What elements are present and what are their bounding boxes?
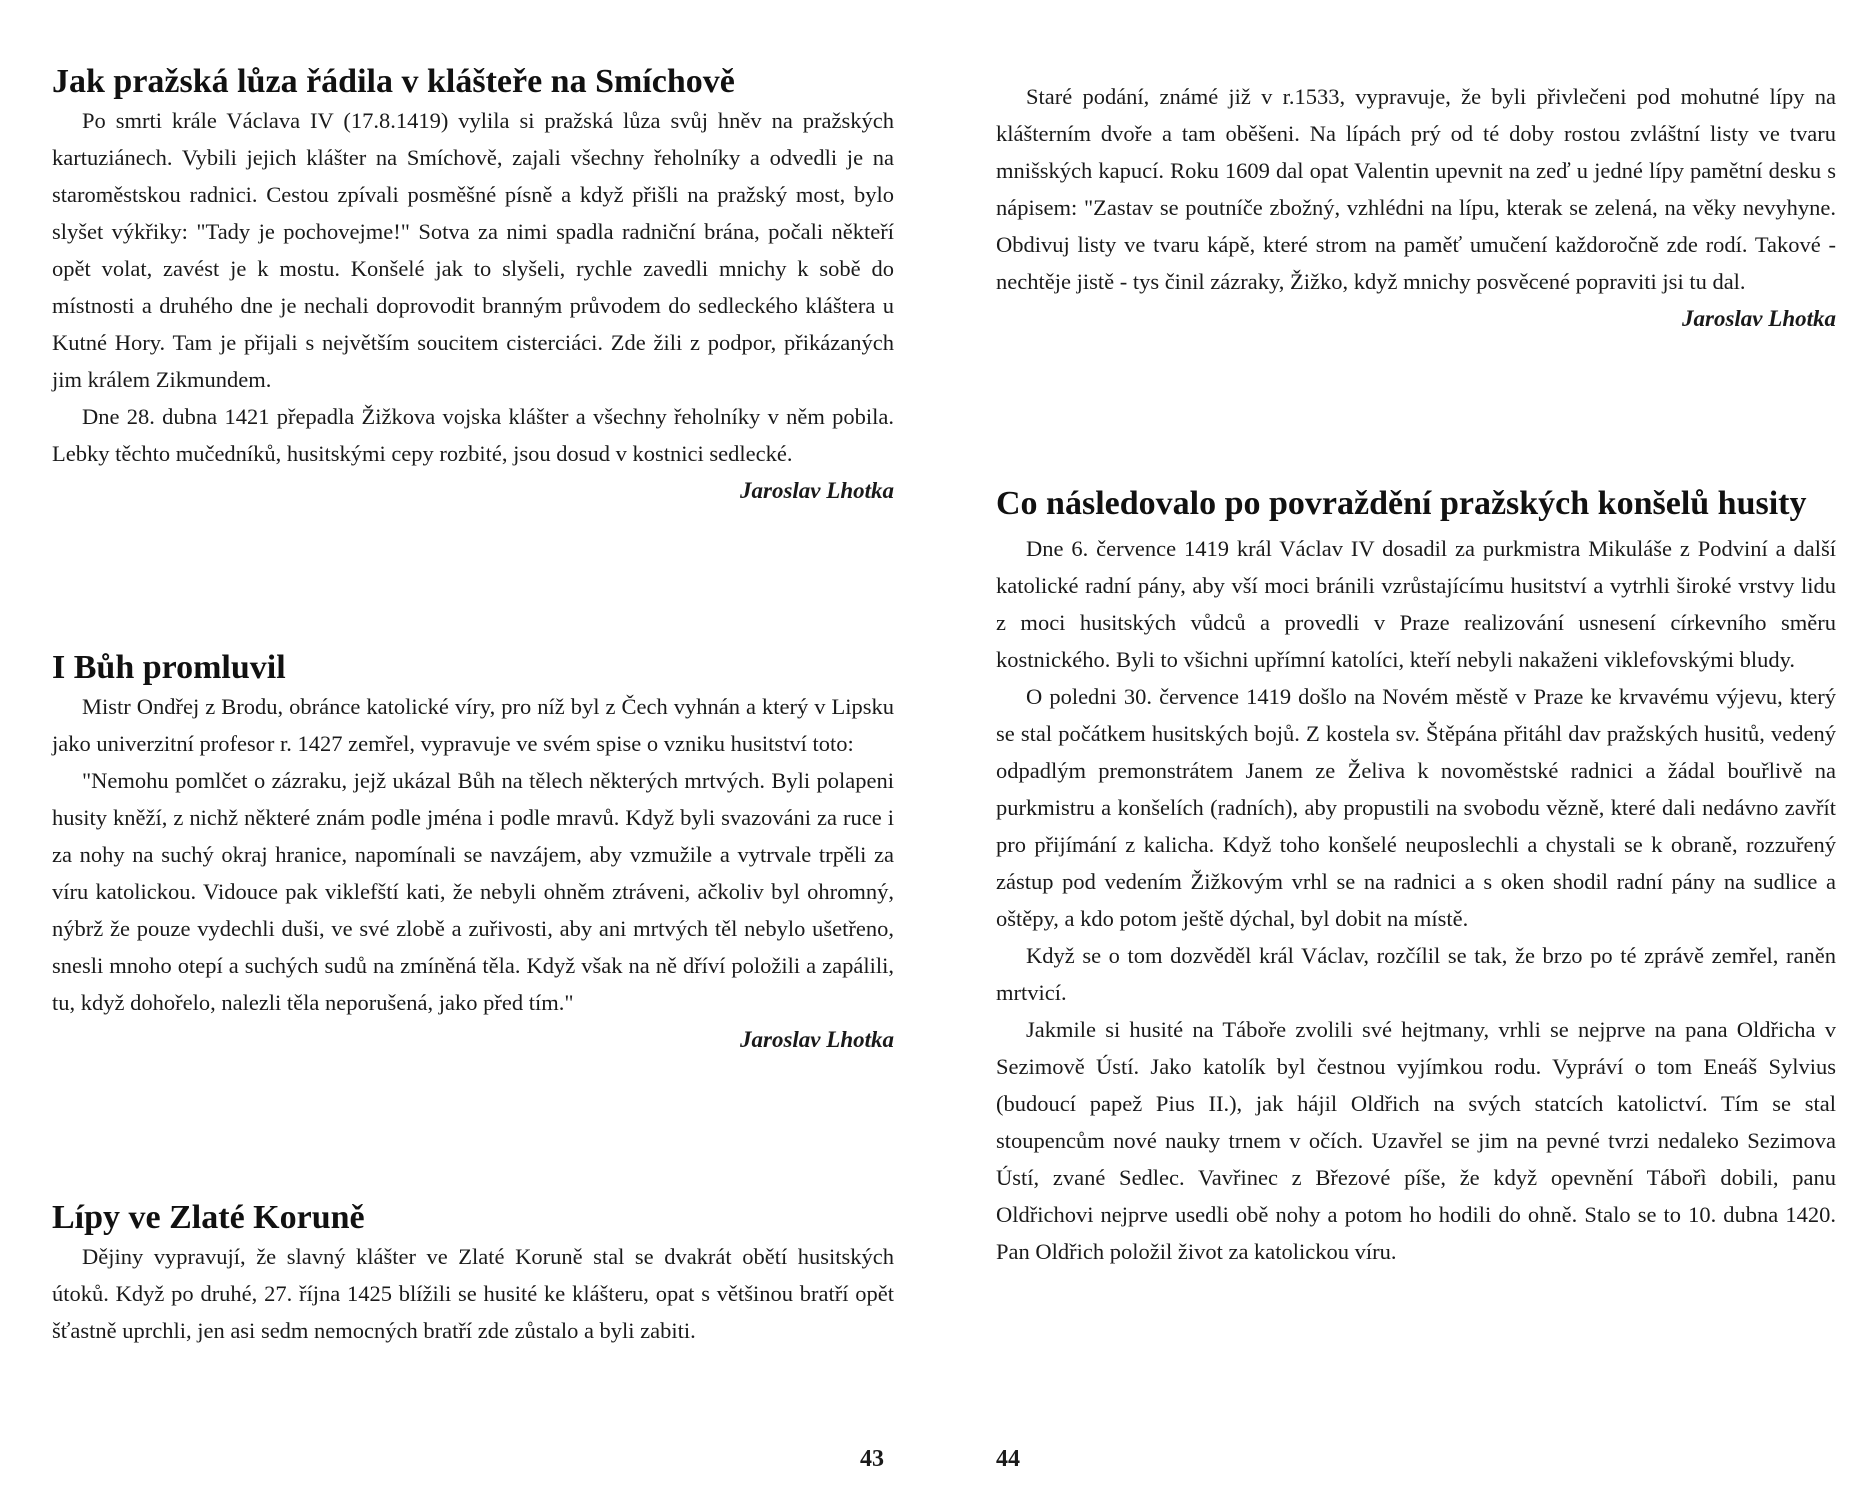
author-signature: Jaroslav Lhotka: [1682, 306, 1836, 331]
article-paragraph: Dne 28. dubna 1421 přepadla Žižkova vojska klášter a všechny řeholníky v něm pobila. Lebky těchto mučedníků, husitskými cepy rozbité, jsou dosud v kostnici sedlecké.: [52, 404, 894, 466]
article-smichov: [52, 62, 894, 509]
right-page: [933, 0, 1836, 1500]
article-paragraph: O poledni 30. července 1419 došlo na Novém městě v Praze ke krvavému výjevu, který se stal počátkem husitských bojů. Z kostela sv. Štěpána přitáhl dav pražských husitů, vedený odpadlým premonstrátem Janem ze Želiva k novoměstské radnici a žádal bouřlivě na purkmistru a konšelích (radních), aby propustili na svobodu vězně, které dali nedávno zavřít pro přijímání z kalicha. Když toho konšelé neuposlechli a chystali se k obraně, rozzuřený zástup pod vedením Žižkovým vrhl se na radnici a s oken shodil radní pány na sudlice a oštěpy, a kdo potom ještě dýchal, byl dobit na místě.: [996, 684, 1836, 931]
article-paragraph: Mistr Ondřej z Brodu, obránce katolické víry, pro níž byl z Čech vyhnán a který v Lipsku jako univerzitní profesor r. 1427 zemřel, vypravuje ve svém spise o vzniku husitství toto:: [52, 694, 894, 756]
author-signature: Jaroslav Lhotka: [740, 1027, 894, 1052]
article-title: Jak pražská lůza řádila v klášteře na Smíchově: [52, 63, 735, 100]
page-number: 43: [860, 1446, 884, 1472]
article-paragraph: Dějiny vypravují, že slavný klášter ve Zlaté Koruně stal se dvakrát obětí husitských útoků. Když po druhé, 27. října 1425 blížili se husité ke klášteru, opat s většinou bratří opět šťastně uprchli, jen asi sedm nemocných bratří zde zůstalo a byli zabiti.: [52, 1244, 894, 1343]
article-title: Lípy ve Zlaté Koruně: [52, 1199, 365, 1236]
author-signature: Jaroslav Lhotka: [740, 478, 894, 503]
article-paragraph: Staré podání, známé již v r.1533, vypravuje, že byli přivlečeni pod mohutné lípy na klášterním dvoře a tam oběšeni. Na lípách prý od té doby rostou zvláštní listy ve tvaru mnišských kapucí. Roku 1609 dal opat Valentin upevnit na zeď u jedné lípy pamětní desku s nápisem: "Zastav se poutníče zbožný, vzhlédni na lípu, kterak se zelená, na věky nevyhyne. Obdivuj listy ve tvaru kápě, které strom na paměť umučení každoročně zde rodí. Takové - nechtěje jistě - tys činil zázraky, Žižko, když mnichy posvěcené popraviti jsi tu dal.: [996, 84, 1836, 294]
article-konsele: [996, 478, 1836, 1270]
left-page: [0, 0, 894, 1500]
article-paragraph: Když se o tom dozvěděl král Václav, rozčílil se tak, že brzo po té zprávě zemřel, raněn mrtvicí.: [996, 943, 1836, 1005]
article-lipy: [52, 1198, 894, 1349]
article-paragraph: Dne 6. července 1419 král Václav IV dosadil za purkmistra Mikuláše z Podviní a další katolické radní pány, aby vší moci bránili vzrůstajícímu husitství a vytrhli široké vrstvy lidu z moci husitských vůdců a provedli v Praze realizování usnesení církevního směru kostnického. Byli to všichni upřímní katolíci, kteří nebyli nakaženi viklefovskými bludy.: [996, 536, 1836, 672]
page-number: 44: [996, 1446, 1020, 1472]
article-paragraph: Jakmile si husité na Táboře zvolili své hejtmany, vrhli se nejprve na pana Oldřicha v Sezimově Ústí. Jako katolík byl čestnou vyjímkou rodu. Vypráví o tom Eneáš Sylvius (budoucí papež Pius II.), jak hájil Oldřich na svých statcích katolictví. Tím se stal stoupencům nové nauky trnem v očích. Uzavřel se jim na pevné tvrzi nedaleko Sezimova Ústí, zvané Sedlec. Vavřinec z Březové píše, že když opevnění Tábořì dobili, panu Oldřichovi nejprve usedli obě nohy a potom ho hodili do ohně. Stalo se to 10. dubna 1420. Pan Oldřich položil život za katolickou víru.: [996, 1017, 1836, 1264]
article-buh-promluvil: [52, 648, 894, 1058]
article-paragraph: Po smrti krále Václava IV (17.8.1419) vylila si pražská lůza svůj hněv na pražských kartuziánech. Vybili jejich klášter na Smíchově, zajali všechny řeholníky a odvedli je na staroměstskou radnici. Cestou zpívali posměšné písně a když přišli na pražský most, bylo slyšet výkřiky: "Tady je pochovejme!" Sotva za nimi spadla radniční brána, počali někteří opět volat, zavést je k mostu. Konšelé jak to slyšeli, rychle zavedli mnichy k sobě do místnosti a druhého dne je nechali doprovodit branným průvodem do sedleckého kláštera u Kutné Hory. Tam je přijali s největším soucitem cisterciáci. Zde žili z podpor, přikázaných jim králem Zikmundem.: [52, 108, 894, 392]
article-lipy-continuation: [996, 78, 1836, 337]
article-title: Co následovalo po povraždění pražských konšelů husity: [996, 485, 1807, 522]
article-title: I Bůh promluvil: [52, 649, 286, 686]
article-paragraph: "Nemohu pomlčet o zázraku, jejž ukázal Bůh na tělech některých mrtvých. Byli polapeni husity kněží, z nichž některé znám podle jména i podle mravů. Když byli svazováni za ruce i za nohy na suchý okraj hranice, napomínali se navzájem, aby vzmužile a vytrvale trpěli za víru katolickou. Vidouce pak viklefští kati, že nebyli ohněm ztráveni, ačkoliv byl ohromný, nýbrž že pouze vydechli duši, ve své zlobě a zuřivosti, aby ani mrtvých těl nebylo ušetřeno, snesli mnoho otepí a suchých sudů na zmíněná těla. Když však na ně dříví položili a zapálili, tu, když dohořelo, nalezli těla neporušená, jako před tím.": [52, 768, 894, 1015]
